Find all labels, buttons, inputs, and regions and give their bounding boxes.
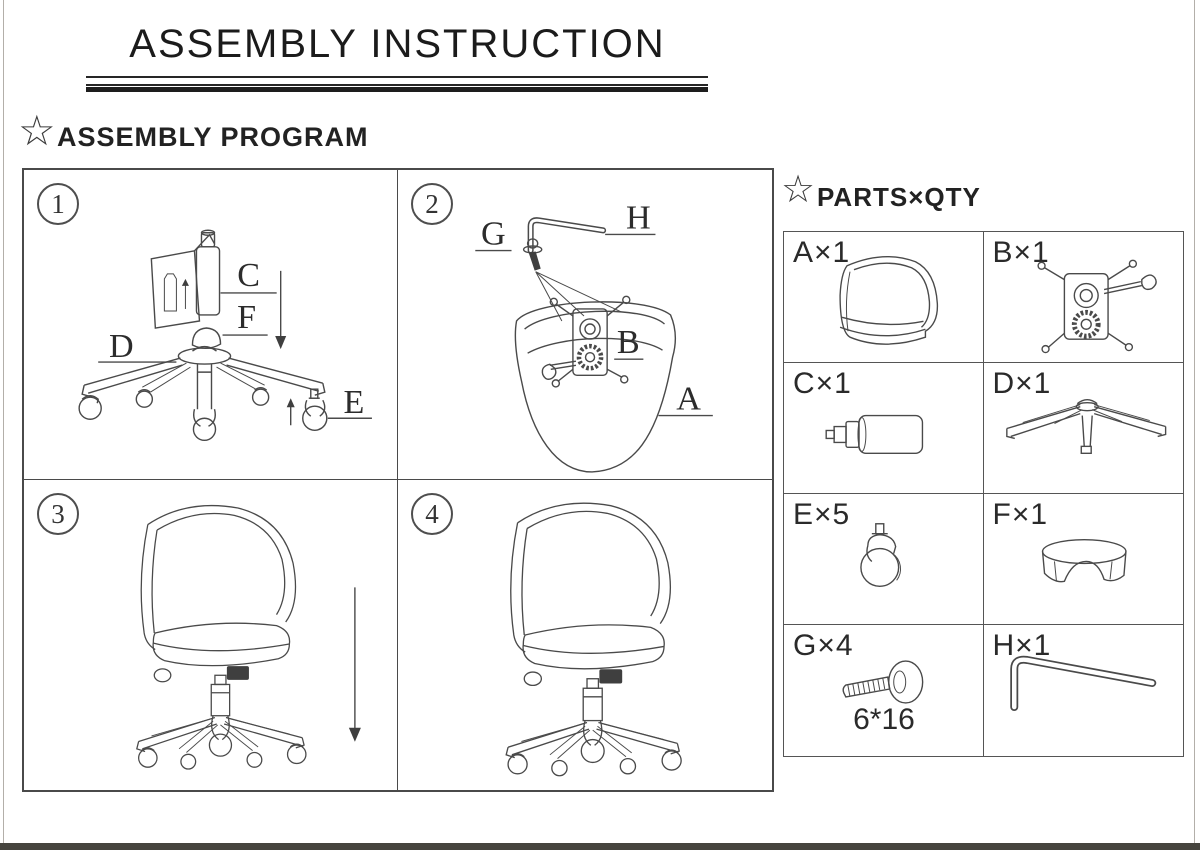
part-label: F×1 bbox=[992, 498, 1049, 531]
part-label: D×1 bbox=[992, 367, 1052, 400]
part-cell-c bbox=[784, 363, 984, 494]
assembly-steps-grid bbox=[22, 168, 774, 792]
part-label: H×1 bbox=[992, 629, 1052, 662]
step-3-diagram bbox=[24, 480, 397, 790]
step-number-circle bbox=[37, 183, 79, 225]
step-panel-3 bbox=[24, 480, 398, 790]
callout-c: C bbox=[237, 256, 260, 294]
part-cell-d bbox=[984, 363, 1184, 494]
callout-b: B bbox=[616, 324, 640, 362]
page-title: ASSEMBLY INSTRUCTION bbox=[129, 22, 666, 66]
step-number: 3 bbox=[51, 498, 65, 529]
step-1-diagram bbox=[24, 170, 397, 479]
star-icon: ☆ bbox=[781, 167, 816, 211]
step-number-circle bbox=[37, 493, 79, 535]
title-rule-thick-line bbox=[86, 87, 708, 92]
bolt-size-note: 6*16 bbox=[853, 703, 915, 736]
star-icon: ☆ bbox=[18, 106, 56, 155]
callout-h: H bbox=[625, 199, 651, 237]
callout-d: D bbox=[108, 328, 134, 366]
part-label: A×1 bbox=[793, 236, 851, 269]
callout-f: F bbox=[237, 299, 257, 337]
gas-lift-cylinder-icon bbox=[784, 363, 983, 493]
step-number-circle bbox=[411, 493, 453, 535]
callout-a: A bbox=[676, 380, 702, 418]
step-panel-2 bbox=[398, 170, 772, 480]
part-cell-g bbox=[784, 625, 984, 756]
step-number: 2 bbox=[425, 188, 439, 219]
program-heading: ASSEMBLY PROGRAM bbox=[57, 122, 369, 152]
caster-wheel-icon bbox=[784, 494, 983, 624]
part-cell-a bbox=[784, 232, 984, 363]
page-bottom-bar bbox=[0, 843, 1200, 850]
title-rule-double-line bbox=[86, 76, 708, 86]
step-number: 4 bbox=[425, 498, 439, 529]
part-cell-f bbox=[984, 494, 1184, 625]
five-star-base-icon bbox=[984, 363, 1184, 493]
part-label: B×1 bbox=[992, 236, 1050, 269]
part-cell-b bbox=[984, 232, 1184, 363]
step-panel-4 bbox=[398, 480, 772, 790]
allen-key-icon bbox=[984, 625, 1184, 756]
step-number: 1 bbox=[51, 188, 65, 219]
part-label: C×1 bbox=[793, 367, 852, 400]
page-edge-line-left bbox=[3, 0, 4, 850]
step-number-circle bbox=[411, 183, 453, 225]
parts-heading: PARTS×QTY bbox=[817, 182, 981, 212]
seat-shell-icon bbox=[784, 232, 983, 362]
callout-e: E bbox=[343, 384, 365, 422]
part-cell-e bbox=[784, 494, 984, 625]
callout-g: G bbox=[481, 215, 506, 253]
cylinder-cover-icon bbox=[984, 494, 1184, 624]
page-edge-line-right bbox=[1194, 0, 1195, 850]
part-cell-h bbox=[984, 625, 1184, 756]
step-2-diagram bbox=[398, 170, 772, 479]
tilt-mechanism-icon bbox=[984, 232, 1184, 362]
parts-qty-table bbox=[783, 231, 1184, 757]
step-panel-1 bbox=[24, 170, 398, 480]
part-label: E×5 bbox=[793, 498, 851, 531]
part-label: G×4 bbox=[793, 629, 854, 662]
step-4-diagram bbox=[398, 480, 772, 790]
